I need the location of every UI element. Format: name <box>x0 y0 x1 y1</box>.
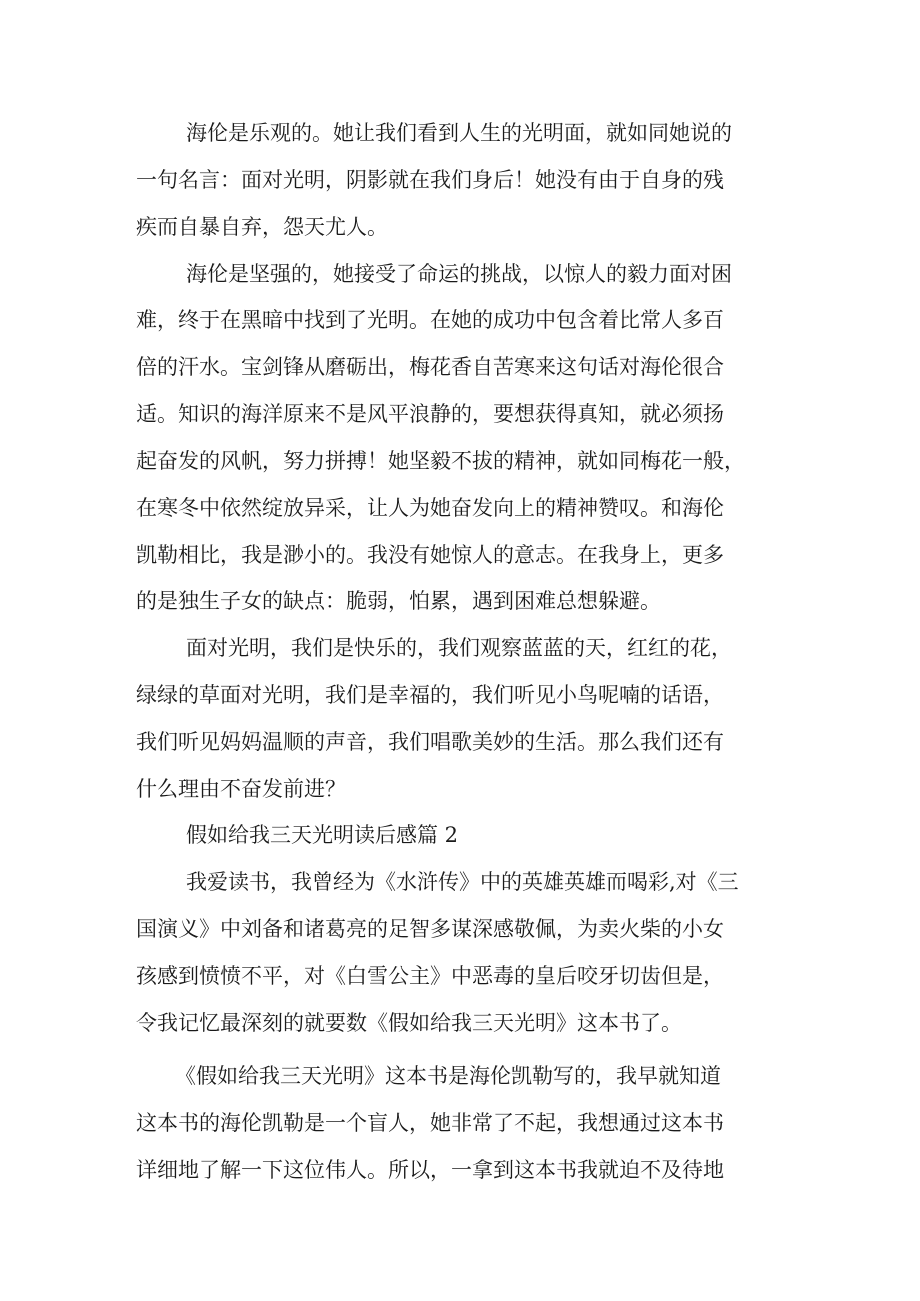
text-line <box>0 722 920 762</box>
line-text: 这本书的海伦凯勒是一个盲人，她非常了不起，我想通过这本书 <box>136 1111 724 1135</box>
line-text: 凯勒相比，我是渺小的。我没有她惊人的意志。在我身上，更多 <box>136 543 724 567</box>
text-line <box>0 254 920 294</box>
text-line <box>0 956 920 996</box>
text-line <box>0 113 920 153</box>
line-text: 在寒冬中依然绽放异采，让人为她奋发向上的精神赞叹。和海伦 <box>136 496 724 520</box>
line-text: 我们听见妈妈温顺的声音，我们唱歌美妙的生活。那么我们还有 <box>136 730 724 754</box>
text-line <box>0 862 920 902</box>
line-text: 《假如给我三天光明》这本书是海伦凯勒写的，我早就知道 <box>175 1064 721 1088</box>
text-line <box>0 1003 920 1043</box>
text-line <box>0 394 920 434</box>
line-text: 倍的汗水。宝剑锋从磨砺出，梅花香自苦寒来这句话对海伦很合 <box>136 355 724 379</box>
text-line <box>0 488 920 528</box>
text-line <box>0 347 920 387</box>
text-line <box>0 300 920 340</box>
line-text: 一句名言：面对光明，阴影就在我们身后！她没有由于自身的残 <box>136 168 724 192</box>
line-text: 的是独生子女的缺点：脆弱，怕累，遇到困难总想躲避。 <box>136 589 661 613</box>
text-line <box>0 1056 920 1096</box>
line-text: 绿绿的草面对光明，我们是幸福的，我们听见小鸟呢喃的话语， <box>136 683 724 707</box>
text-line <box>0 207 920 247</box>
line-text: 面对光明，我们是快乐的，我们观察蓝蓝的天，红红的花， <box>186 636 732 660</box>
text-line <box>0 441 920 481</box>
section-heading <box>0 815 920 855</box>
text-line <box>0 675 920 715</box>
line-text: 孩感到愤愤不平，对《白雪公主》中恶毒的皇后咬牙切齿但是， <box>136 964 724 988</box>
line-text: 我爱读书，我曾经为《水浒传》中的英雄英雄而喝彩,对《三 <box>186 870 739 894</box>
text-line <box>0 1103 920 1143</box>
line-text: 疾而自暴自弃，怨天尤人。 <box>136 215 388 239</box>
text-line <box>0 628 920 668</box>
text-line <box>0 160 920 200</box>
text-line <box>0 769 920 809</box>
line-text: 海伦是坚强的，她接受了命运的挑战，以惊人的毅力面对困 <box>186 262 732 286</box>
text-line <box>0 1150 920 1190</box>
text-line <box>0 581 920 621</box>
text-line <box>0 535 920 575</box>
text-line <box>0 909 920 949</box>
line-text: 起奋发的风帆，努力拼搏！她坚毅不拔的精神，就如同梅花一般， <box>136 449 745 473</box>
line-text: 国演义》中刘备和诸葛亮的足智多谋深感敬佩，为卖火柴的小女 <box>136 917 724 941</box>
heading-text: 假如给我三天光明读后感篇 2 <box>186 823 459 847</box>
line-text: 适。知识的海洋原来不是风平浪静的，要想获得真知，就必须扬 <box>136 402 724 426</box>
line-text: 什么理由不奋发前进？ <box>136 777 346 801</box>
line-text: 令我记忆最深刻的就要数《假如给我三天光明》这本书了。 <box>136 1011 682 1035</box>
line-text: 难，终于在黑暗中找到了光明。在她的成功中包含着比常人多百 <box>136 308 724 332</box>
line-text: 详细地了解一下这位伟人。所以，一拿到这本书我就迫不及待地 <box>136 1158 724 1182</box>
line-text: 海伦是乐观的。她让我们看到人生的光明面，就如同她说的 <box>186 121 732 145</box>
